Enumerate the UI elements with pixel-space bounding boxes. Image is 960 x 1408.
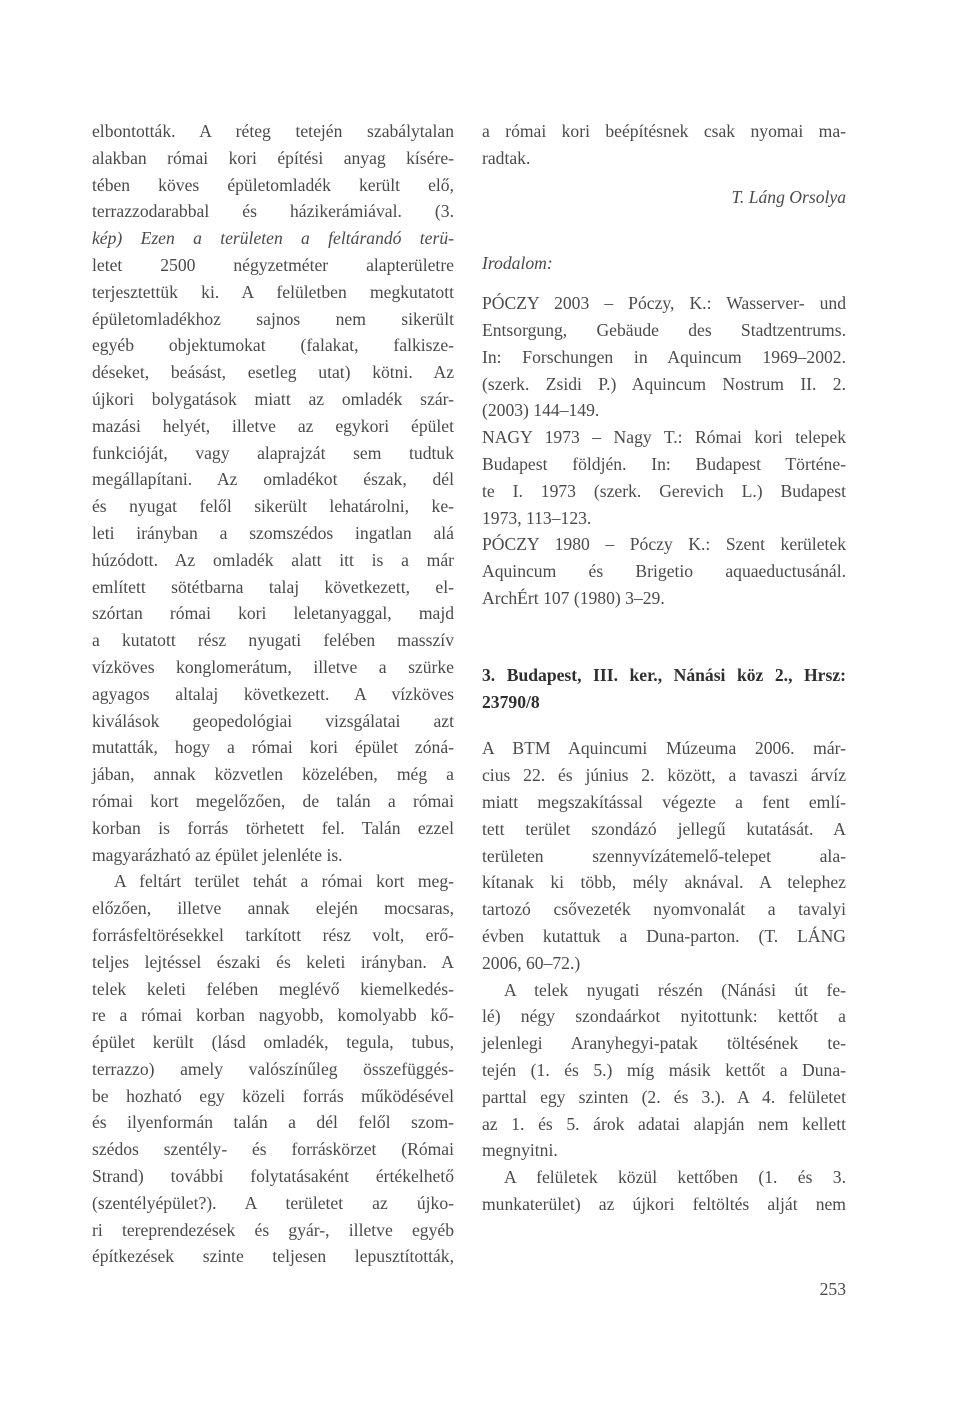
text-line: terjesztettük ki. A felületben megkutatott <box>92 281 454 302</box>
text-line: vízköves konglomerátum, illetve a szürke <box>92 656 454 677</box>
reference-line: ArchÉrt 107 (1980) 3–29. <box>482 587 665 608</box>
reference-line: 1973, 113–123. <box>482 507 592 528</box>
text-line: Strand) további folytatásaként értékelhető <box>92 1166 454 1187</box>
text-line: munkaterület) az újkori feltöltés alját nem <box>482 1193 846 1214</box>
spacer <box>482 715 846 735</box>
text-line: megnyitni. <box>482 1140 558 1161</box>
reference-line: In: Forschungen in Aquincum 1969–2002. <box>482 346 846 367</box>
page-number: 253 <box>819 1279 846 1299</box>
paragraph-a <box>482 735 846 976</box>
text-line: szédos szentély- és forráskörzet (Római <box>92 1139 454 1160</box>
left-column <box>92 118 454 1270</box>
right-column <box>482 118 846 1218</box>
text-line: jelenlegi Aranyhegyi-patak töltésének te- <box>482 1033 846 1054</box>
text-line: évben kutattuk a Duna-parton. (T. LÁNG <box>482 925 846 946</box>
reference-line: Budapest földjén. In: Budapest Történe- <box>482 453 846 474</box>
text-line: letet 2500 négyzetméter alapterületre <box>92 254 454 275</box>
text-line: a római kori beépítésnek csak nyomai ma- <box>482 121 846 141</box>
reference-list <box>482 290 846 612</box>
text-line: forrásfeltörésekkel tarkított rész volt, erő- <box>92 924 454 945</box>
text-line: épület került (lásd omladék, tegula, tubus, <box>92 1032 454 1053</box>
text-line: tején (1. és 5.) míg másik kettőt a Duna- <box>482 1059 846 1080</box>
text-line: és ilyenformán talán a dél felől szom- <box>92 1112 454 1133</box>
text-line: tartozó csővezeték nyomvonalát a tavalyi <box>482 899 846 920</box>
text-line: A BTM Aquincumi Múzeuma 2006. már- <box>482 738 846 759</box>
text-line: 2006, 60–72.) <box>482 952 581 973</box>
text-line: alakban római kori építési anyag kísére- <box>92 147 454 168</box>
text-line: újkori bolygatások miatt az omladék szár- <box>92 388 454 409</box>
text-line: lé) négy szondaárkot nyitottunk: kettőt a <box>482 1006 846 1027</box>
reference-line: PÓCZY 2003 – Póczy, K.: Wasserver- und <box>482 293 846 314</box>
reference-line: (szerk. Zsidi P.) Aquincum Nostrum II. 2. <box>482 373 846 394</box>
text-line: előzően, illetve annak elején mocsaras, <box>92 898 454 919</box>
paragraph-2 <box>92 868 454 1270</box>
text-line: leti irányban a szomszédos ingatlan alá <box>92 522 454 543</box>
text-line: szórtan római kori leletanyaggal, majd <box>92 603 454 624</box>
text-line: az 1. és 5. árok adatai alapján nem kellett <box>482 1113 846 1134</box>
literature-heading: Irodalom: <box>482 253 553 274</box>
text-line: ri tereprendezések és gyár-, illetve egyéb <box>92 1219 454 1240</box>
spacer <box>482 172 846 184</box>
text-line: A felületek közül kettőben (1. és 3. <box>504 1167 846 1188</box>
text-line: egyéb objektumokat (falakat, falkiszе- <box>92 335 454 356</box>
reference-line: NAGY 1973 – Nagy T.: Római kori telepek <box>482 427 846 448</box>
spacer <box>482 210 846 250</box>
reference-line: Entsorgung, Gebäude des Stadtzentrums. <box>482 319 846 340</box>
text-line: területen szennyvízátemelő-telepet ala- <box>482 845 846 866</box>
paragraph-b <box>482 977 846 1165</box>
text-line: tében köves épületomladék került elő, <box>92 174 454 195</box>
text-line: római kort megelőzően, de talán a római <box>92 790 454 811</box>
text-line: funkcióját, vagy alaprajzát sem tudtuk <box>92 442 454 463</box>
text-line: terrazzo) amely valószínűleg összefüggés- <box>92 1058 454 1079</box>
text-line: a kutatott rész nyugati felében masszív <box>92 630 454 651</box>
section-heading-line: 23790/8 <box>482 691 540 712</box>
text-line: teljes lejtéssel északi és keleti irányban. A <box>92 951 454 972</box>
text-line: és nyugat felől sikerült lehatárolni, ke- <box>92 496 454 517</box>
text-line: cius 22. és június 2. között, a tavaszi árvíz <box>482 765 846 786</box>
paragraph-c <box>482 1164 846 1218</box>
text-line: kítanak ki több, mély aknával. A telephez <box>482 872 846 893</box>
text-line: kiválások geopedológiai vizsgálatai azt <box>92 710 454 731</box>
text-line: említett sötétbarna talaj következett, el- <box>92 576 454 597</box>
text-line: megállapítani. Az omladékot észak, dél <box>92 469 454 490</box>
text-line: A feltárt terület tehát a római kort meg- <box>114 871 454 892</box>
text-line: terrazzodarabbal és házikerámiával. (3. <box>92 201 454 222</box>
text-line: (szentélyépület?). A területet az újko- <box>92 1192 454 1213</box>
text-line: re a római korban nagyobb, komolyabb kő- <box>92 1005 454 1026</box>
text-line: agyagos altalaj következett. A vízköves <box>92 683 454 704</box>
reference-line: (2003) 144–149. <box>482 400 600 421</box>
text-line: mutatták, hogy a római kori épület zóná- <box>92 737 454 758</box>
text-line: déseket, beásást, esetleg utat) kötni. Az <box>92 362 454 383</box>
text-line: be hozható egy közeli forrás működésével <box>92 1085 454 1106</box>
reference-line: te I. 1973 (szerk. Gerevich L.) Budapest <box>482 480 846 501</box>
text-line: telek keleti felében meglévő kiemelkedés- <box>92 978 454 999</box>
text-line: épületomladékhoz sajnos nem sikerült <box>92 308 454 329</box>
text-line: A telek nyugati részén (Nánási út fe- <box>504 979 846 1000</box>
text-line: korban is forrás törhetett fel. Talán ezzel <box>92 817 454 838</box>
text-line: elbontották. A réteg tetején szabálytalan <box>92 121 454 141</box>
text-line: mazási helyét, illetve az egykori épület <box>92 415 454 436</box>
section-heading <box>482 662 846 716</box>
spacer <box>482 612 846 662</box>
reference-line: Aquincum és Brigetio aquaeductusánál. <box>482 561 846 582</box>
reference-line: PÓCZY 1980 – Póczy K.: Szent kerületek <box>482 534 846 555</box>
text-line: tett terület szondázó jellegű kutatását. A <box>482 818 846 839</box>
text-line: magyarázható az épület jelenléte is. <box>92 844 343 865</box>
text-line: radtak. <box>482 147 531 168</box>
section-heading-line: 3. Budapest, III. ker., Nánási köz 2., Hrsz: <box>482 664 846 685</box>
text-line: jában, annak közvetlen közelében, még a <box>92 764 454 785</box>
author-signature: T. Láng Orsolya <box>731 186 846 207</box>
intro-paragraph <box>482 118 846 172</box>
text-line: húzódott. Az omladék alatt itt is a már <box>92 549 454 570</box>
text-line: miatt megszakítással végezte a fent emlí- <box>482 791 846 812</box>
text-line: parttal egy szinten (2. és 3.). A 4. felületet <box>482 1086 846 1107</box>
paragraph-1 <box>92 118 454 868</box>
text-line: kép) Ezen a területen a feltárandó terü- <box>92 228 454 249</box>
text-line: építkezések szinte teljesen lepusztították, <box>92 1246 454 1267</box>
spacer <box>482 277 846 290</box>
